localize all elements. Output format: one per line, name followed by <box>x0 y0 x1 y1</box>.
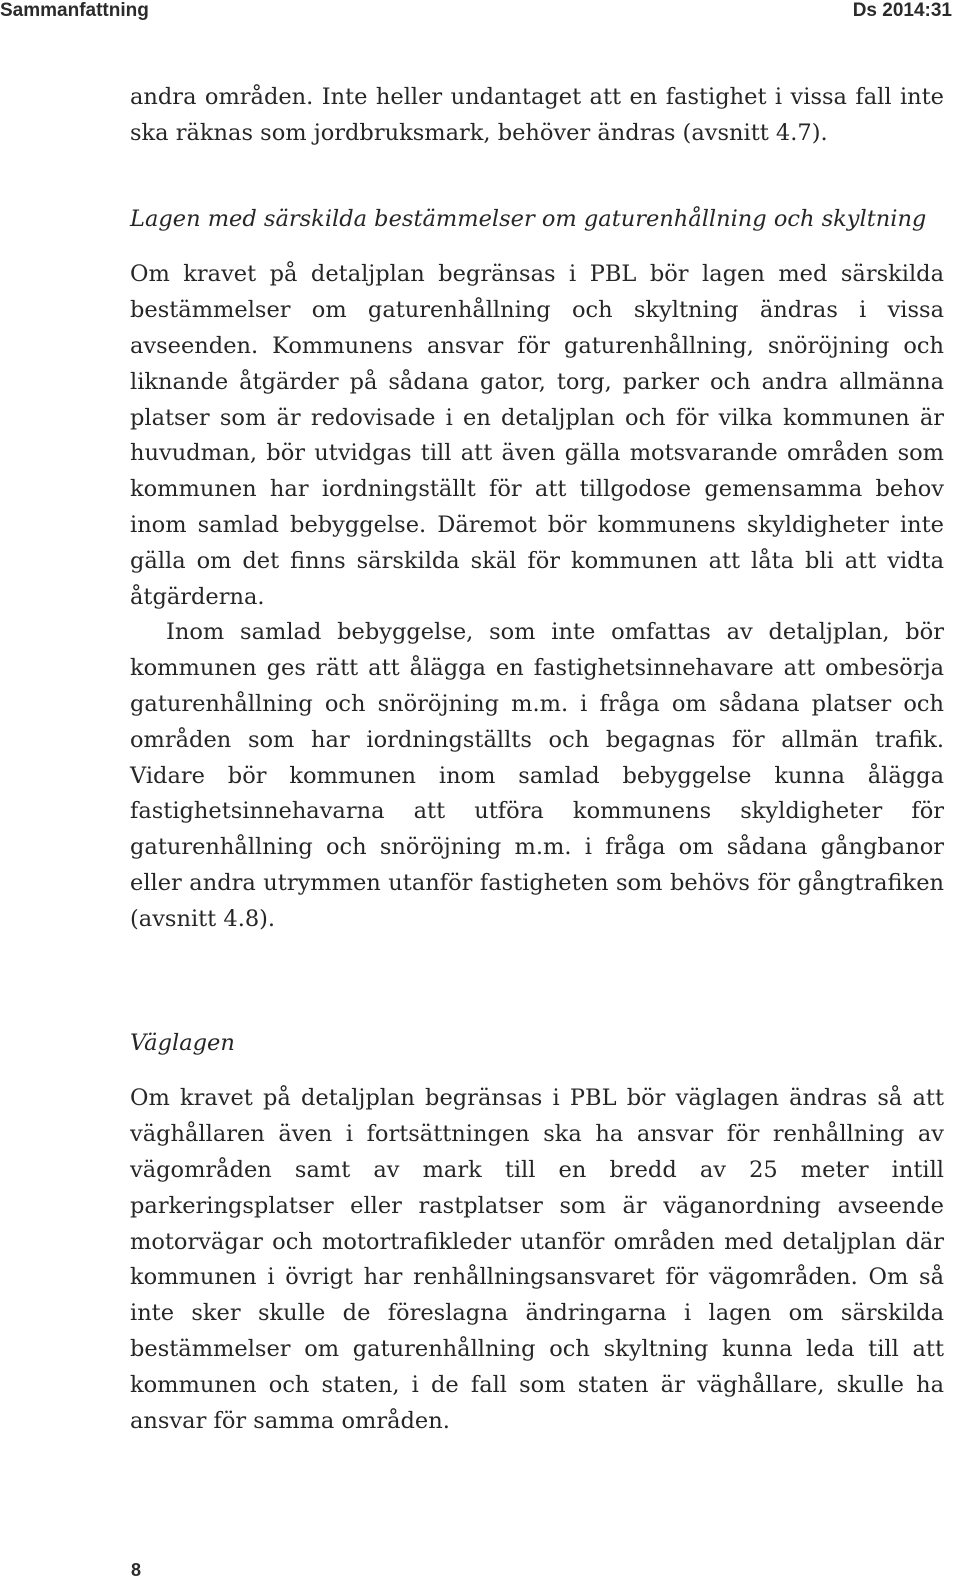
section-heading-gaturenhallning: Lagen med särskilda bestämmelser om gaturenhållning och skyltning <box>130 205 927 232</box>
spacer <box>130 1061 944 1081</box>
paragraph-vaglagen: Om kravet på detaljplan begränsas i PBL bör väglagen ändras så att väghållaren även i fortsättningen ska ha ansvar för renhållning av vägområden samt av mark till en bredd av 25 meter intill parkeringsplatser eller rastplatser som är väganordning avseende motorvägar och motortrafikleder utanför områden med detaljplan där kommunen i övrigt har renhållningsansvaret för vägområden. Om så inte sker skulle de föreslagna ändringarna i lagen om särskilda bestämmelser om gaturenhållning och skyltning kunna leda till att kommunen och staten, i de fall som staten är väghållare, skulle ha ansvar för samma områden. <box>130 1085 944 1434</box>
running-header-section: Sammanfattning <box>0 0 149 21</box>
spacer <box>130 938 944 1026</box>
page-body <box>130 80 944 1439</box>
paragraph-gaturenhallning-1: Om kravet på detaljplan begränsas i PBL bör lagen med särskilda bestämmelser om gaturenhållning och skyltning ändras i vissa avseenden. Kommunens ansvar för gaturenhållning, snöröjning och liknande åtgärder på sådana gator, torg, parker och andra allmänna platser som är redovisade i en detaljplan och för vilka kommunen är huvudman, bör utvidgas till att även gälla motsvarande områden som kommunen har iordningställt för att tillgodose gemensamma behov inom samlad bebyggelse. Däremot bör kommunens skyldigheter inte gälla om det finns särskilda skäl för kommunen att låta bli att vidta åtgärderna. <box>130 261 944 610</box>
spacer <box>130 237 944 257</box>
page-number: 8 <box>131 1560 142 1580</box>
paragraph-continuation: andra områden. Inte heller undantaget att en fastighet i vissa fall inte ska räknas som jordbruksmark, behöver ändras (avsnitt 4.7). <box>130 84 944 146</box>
paragraph-gaturenhallning-2: Inom samlad bebyggelse, som inte omfattas av detaljplan, bör kommunen ges rätt att ålägga en fastighetsinnehavare att ombesörja gaturenhållning och snöröjning m.m. i fråga om sådana platser och områden som har iordningställts och begagnas för allmän trafik. Vidare bör kommunen inom samlad bebyggelse kunna ålägga fastighetsinnehavarna att utföra kommunens skyldigheter för gaturenhållning och snöröjning m.m. i fråga om sådana gångbanor eller andra utrymmen utanför fastigheten som behövs för gångtrafiken (avsnitt 4.8). <box>130 619 944 932</box>
spacer <box>130 152 944 202</box>
section-heading-vaglagen: Väglagen <box>130 1029 235 1056</box>
running-header-document-id: Ds 2014:31 <box>852 0 952 21</box>
